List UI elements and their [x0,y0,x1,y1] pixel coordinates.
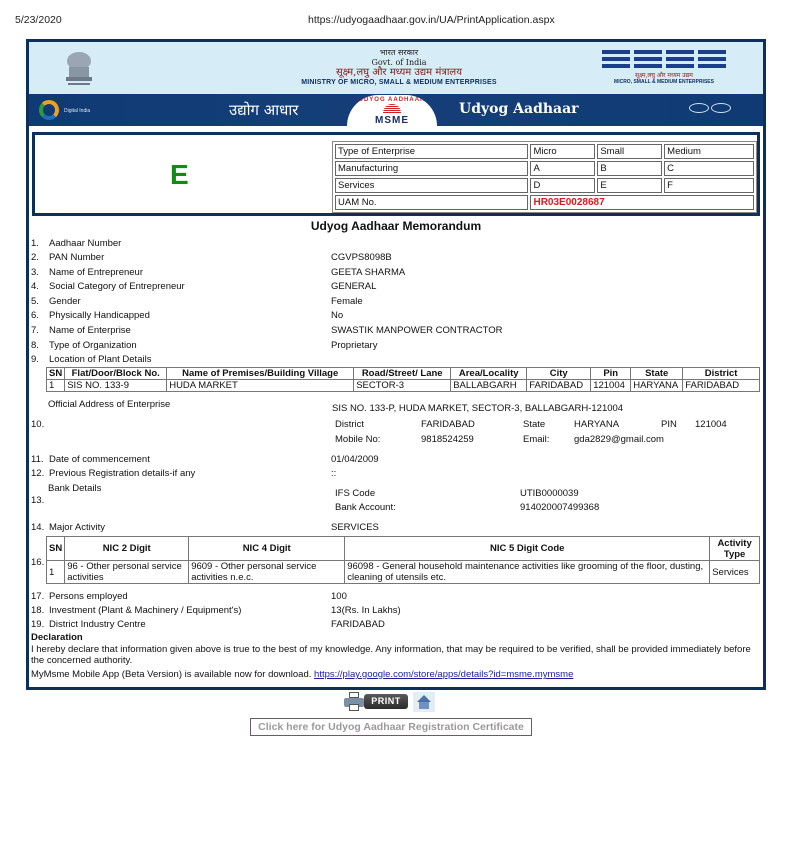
field-row [31,325,761,338]
seal-arc-text: UDYOG AADHAAR [358,97,426,103]
official-address-label: Official Address of Enterprise [48,399,171,410]
plant-table-header [47,368,760,380]
type-row [335,144,754,159]
field-number: 5. [31,296,39,307]
enterprise-type-table [332,141,757,213]
table-row [47,561,760,584]
ashoka-emblem-icon [59,49,99,89]
field-number: 9. [31,354,39,365]
plant-cell: 121004 [591,380,631,392]
plant-header-cell: City [527,368,591,380]
field-row [31,468,761,481]
enterprise-type-letter: E [170,159,189,190]
ministry-english: MINISTRY OF MICRO, SMALL & MEDIUM ENTERPRISES [301,79,497,86]
field-number: 11. [31,454,44,465]
print-url: https://udyogaadhaar.gov.in/UA/PrintApplication.aspx [308,14,555,26]
type-cell: E [597,178,662,193]
field-row [31,454,761,467]
bank-details-label: Bank Details [48,483,102,494]
email-value: gda2829@gmail.com [574,434,664,445]
field-label: PAN Number [49,252,105,263]
declaration-title: Declaration [31,632,83,643]
type-row [335,178,754,193]
field-value: SWASTIK MANPOWER CONTRACTOR [331,325,503,336]
plant-header-cell: Road/Street/ Lane [354,368,451,380]
ifs-label: IFS Code [335,488,376,499]
nic-header-cell: NIC 4 Digit [189,537,345,561]
mobile-app-notice [31,669,573,680]
type-cell: Type of Enterprise [335,144,528,159]
field-value: Proprietary [331,340,378,351]
field-value: GEETA SHARMA [331,267,406,278]
type-cell: Small [597,144,662,159]
plant-cell: 1 [47,380,65,392]
seal-msme-text: MSME [375,115,409,126]
type-cell: C [664,161,754,176]
bank-account-label: Bank Account: [335,502,396,513]
plant-header-cell: Flat/Door/Block No. [65,368,167,380]
field-value: 100 [331,591,347,602]
type-cell: B [597,161,662,176]
ministry-hindi: सूक्ष्म,लघु और मध्यम उद्यम मंत्रालय [335,67,463,78]
district-value: FARIDABAD [421,419,475,430]
play-store-link[interactable]: https://play.google.com/store/apps/details?id=msme.mymsme [314,669,574,680]
field-label: Social Category of Entrepreneur [49,281,185,292]
field-number: 12. [31,468,45,479]
field-value: SERVICES [331,522,379,533]
gov-english: Govt. of India [371,58,427,67]
field-label: Major Activity [49,522,105,533]
nic-header-cell: NIC 5 Digit Code [345,537,710,561]
ministry-banner [29,42,763,94]
field-row [31,310,761,323]
udyog-aadhaar-banner [29,94,763,126]
nic-activity-table [46,536,760,584]
plant-header-cell: District [683,368,760,380]
official-address-value: SIS NO. 133-P, HUDA MARKET, SECTOR-3, BALLABGARH-121004 [332,403,624,414]
field-number: 17. [31,591,45,602]
msme-logo-english: MICRO, SMALL & MEDIUM ENTERPRISES [614,79,714,85]
plant-cell: FARIDABAD [683,380,760,392]
declaration-text: I hereby declare that information given above is true to the best of my knowledge. Any information, that may be required to be verified, shall be provided immediately before the concerned authority. [31,644,751,666]
field-number: 13. [31,495,45,506]
plant-header-cell: Pin [591,368,631,380]
mobile-value: 9818524259 [421,434,474,445]
field-number: 10. [31,419,45,430]
type-cell: D [530,178,595,193]
ministry-title [229,48,569,88]
nic-cell: Services [710,561,760,584]
field-label: Type of Organization [49,340,137,351]
pin-label: PIN [661,419,677,430]
plant-cell: FARIDABAD [527,380,591,392]
field-label: Investment (Plant & Machinery / Equipment's) [49,605,242,616]
document-frame [26,39,766,690]
field-row [31,267,761,280]
home-icon[interactable] [413,692,435,712]
type-cell: Micro [530,144,595,159]
field-row [31,340,761,353]
field-number: 6. [31,310,39,321]
field-number: 18. [31,605,45,616]
district-label: District [335,419,365,430]
plant-cell: SECTOR-3 [354,380,451,392]
enterprise-type-box [32,132,760,216]
field-value: No [331,310,344,321]
plant-cell: HUDA MARKET [167,380,354,392]
nic-cell: 96 - Other personal service activities [65,561,189,584]
field-label: District Industry Centre [49,619,146,630]
swachh-bharat-icon [687,101,735,119]
state-value: HARYANA [574,419,620,430]
mobile-app-text: MyMsme Mobile App (Beta Version) is available now for download. [31,669,312,680]
field-value: CGVPS8098B [331,252,392,263]
digital-india-text: Digital India [64,108,91,114]
field-value: 13(Rs. In Lakhs) [331,605,401,616]
field-label: Gender [49,296,81,307]
type-cell: F [664,178,754,193]
field-value: Female [331,296,363,307]
field-row [31,252,761,265]
uam-label: UAM No. [335,195,528,210]
plant-header-cell: SN [47,368,65,380]
msme-bars-icon [589,50,739,68]
print-date: 5/23/2020 [15,14,62,26]
type-cell: Services [335,178,528,193]
table-row [47,380,760,392]
field-row [31,281,761,294]
field-number: 19. [31,619,45,630]
field-label: Persons employed [49,591,128,602]
nic-cell: 9609 - Other personal service activities n.e.c. [189,561,345,584]
digital-india-logo [39,98,119,122]
uam-row [335,195,754,210]
field-number: 3. [31,267,39,278]
field-number: 16. [31,557,45,568]
plant-cell: SIS NO. 133-9 [65,380,167,392]
plant-cell: HARYANA [631,380,683,392]
field-number: 4. [31,281,39,292]
nic-header-cell: Activity Type [710,537,760,561]
field-row [31,522,761,535]
nic-cell: 96098 - General household maintenance activities like grooming of the floor, dusting, cleaning of utensils etc. [345,561,710,584]
field-value: :: [331,468,337,479]
plant-header-cell: State [631,368,683,380]
field-label: Aadhaar Number [49,238,122,249]
field-row [31,619,761,632]
registration-certificate-button[interactable]: Click here for Udyog Aadhaar Registration Certificate [250,718,532,736]
mobile-label: Mobile No: [335,434,381,445]
field-row [31,354,761,367]
ifs-value: UTIB0000039 [520,488,579,499]
type-cell: Manufacturing [335,161,528,176]
nic-cell: 1 [47,561,65,584]
msme-logo [589,50,739,90]
field-label: Name of Entrepreneur [49,267,143,278]
udyog-aadhaar-hindi: उद्योग आधार [229,101,299,119]
digital-india-icon [39,100,59,120]
field-number: 7. [31,325,39,336]
field-number: 14. [31,522,45,533]
msme-logo-hindi: सूक्ष्म,लघु और मध्यम उद्यम [635,72,693,79]
field-label: Previous Registration details-if any [49,468,196,479]
plant-location-table [46,367,760,392]
fingerprint-icon [383,104,401,114]
field-row [31,296,761,309]
uam-number: HR03E0028687 [533,197,605,208]
plant-header-cell: Name of Premises/Building Village [167,368,354,380]
field-label: Physically Handicapped [49,310,150,321]
plant-header-cell: Area/Locality [451,368,527,380]
memorandum-title: Udyog Aadhaar Memorandum [310,219,482,233]
field-row [31,238,761,251]
type-row [335,161,754,176]
print-header [0,14,791,28]
pin-value: 121004 [695,419,727,430]
field-number: 1. [31,238,39,249]
field-number: 2. [31,252,39,263]
email-label: Email: [523,434,550,445]
field-label: Name of Enterprise [49,325,131,336]
state-label: State [523,419,546,430]
type-cell: A [530,161,595,176]
field-value: GENERAL [331,281,377,292]
gov-hindi: भारत सरकार [379,48,419,57]
nic-header-cell: SN [47,537,65,561]
nic-header-cell: NIC 2 Digit [65,537,189,561]
print-button[interactable]: PRINT [364,694,408,709]
udyog-aadhaar-english: Udyog Aadhaar [459,101,579,117]
field-row [31,605,761,618]
field-row [31,591,761,604]
field-value: FARIDABAD [331,619,385,630]
field-value: 01/04/2009 [331,454,379,465]
plant-cell: BALLABGARH [451,380,527,392]
printer-icon[interactable] [344,692,364,712]
field-number: 8. [31,340,39,351]
bank-account-value: 914020007499368 [520,502,600,513]
field-label: Location of Plant Details [49,354,152,365]
nic-table-header [47,537,760,561]
field-label: Date of commencement [49,454,150,465]
udyog-aadhaar-seal [347,95,437,126]
type-cell: Medium [664,144,754,159]
